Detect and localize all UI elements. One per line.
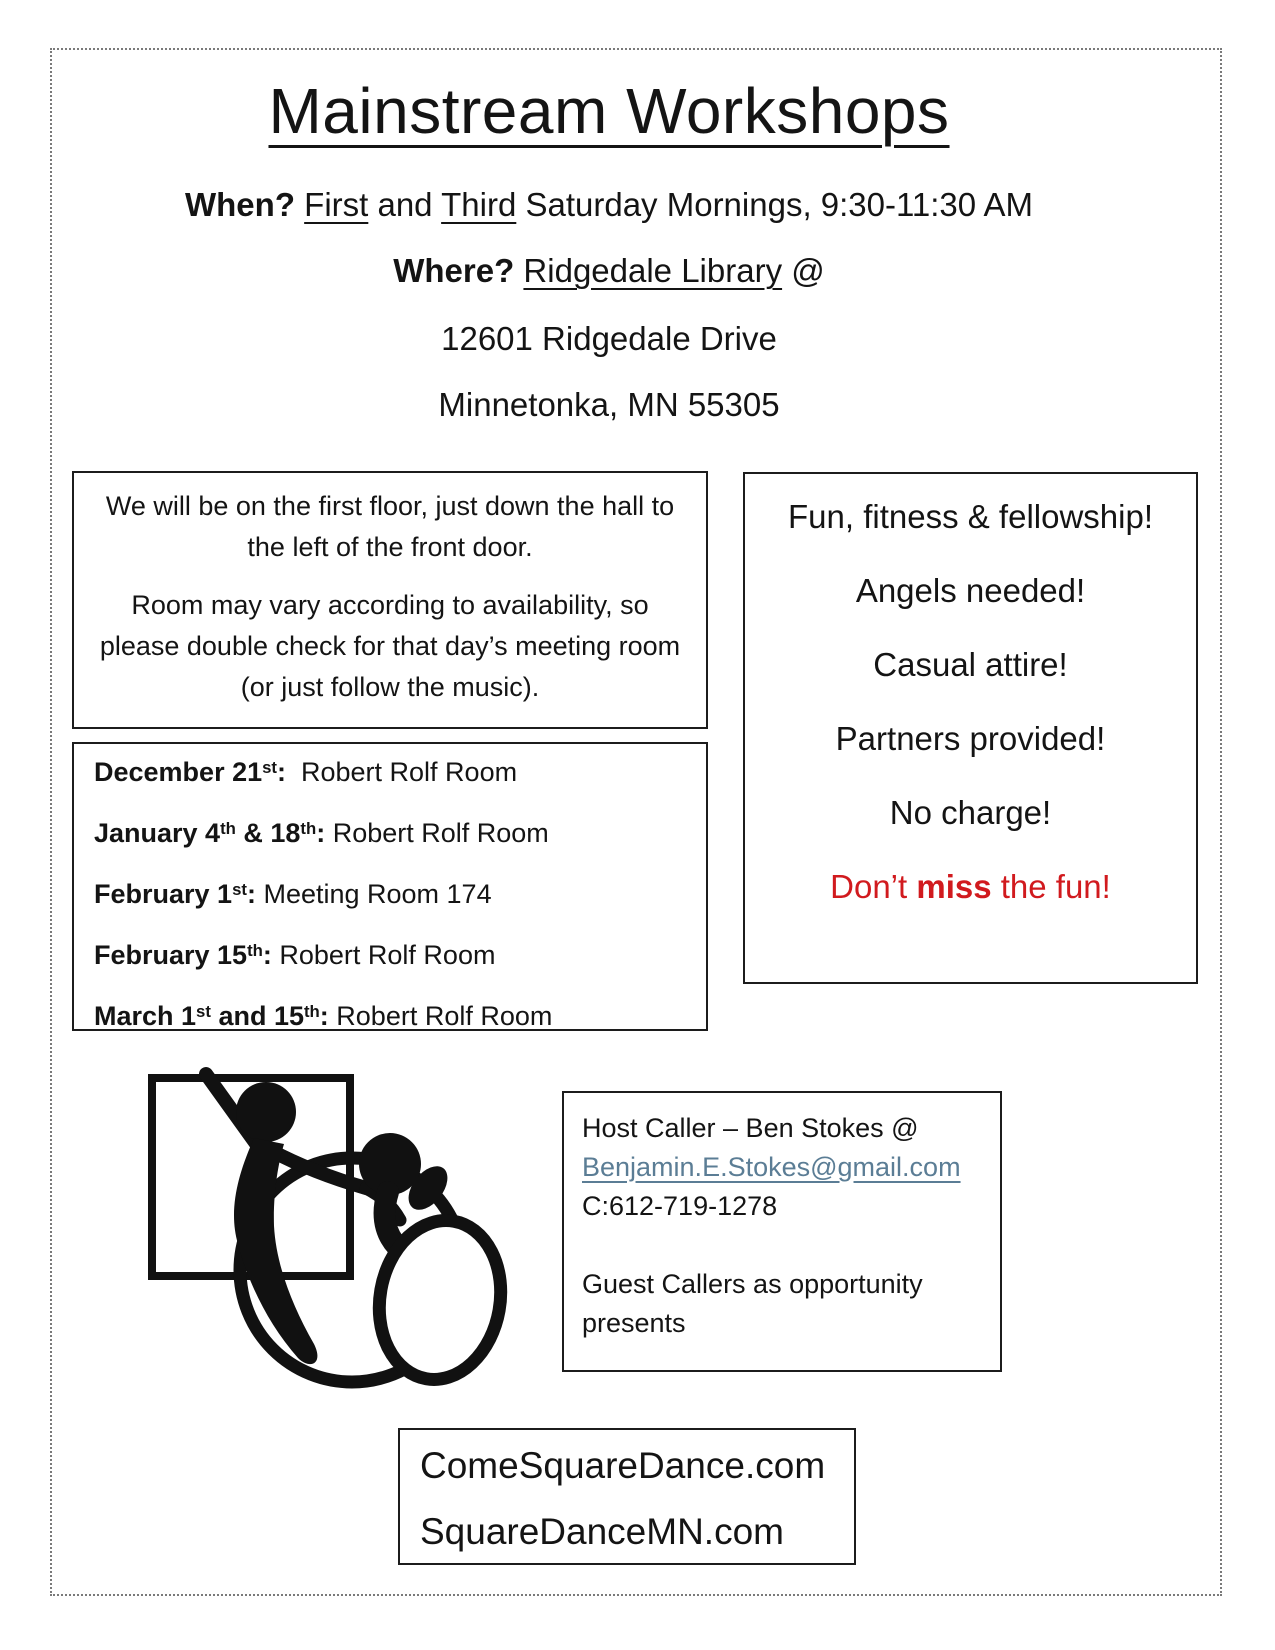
- schedule-entry: January 4th & 18th: Robert Rolf Room: [94, 818, 549, 848]
- website-line-2: SquareDanceMN.com: [420, 1511, 784, 1552]
- promo-line: Angels needed!: [855, 572, 1086, 609]
- promo-line: No charge!: [889, 794, 1052, 831]
- where-library: Ridgedale Library: [523, 252, 783, 289]
- blank-line: [582, 1226, 982, 1265]
- promo-line: Partners provided!: [835, 720, 1106, 757]
- location-note-para2: Room may vary according to availability, so please double check for that day’s meeting room (or just follow the music).: [99, 590, 681, 702]
- websites-box: [398, 1428, 856, 1565]
- host-phone: C:612-719-1278: [582, 1191, 778, 1221]
- host-caller-line: Host Caller – Ben Stokes @: [582, 1113, 919, 1143]
- where-line: Where? Ridgedale Library @: [393, 252, 825, 289]
- page-title-text: Mainstream Workshops: [268, 75, 950, 147]
- address-line-1: 12601 Ridgedale Drive: [441, 320, 777, 357]
- schedule-box: [72, 742, 708, 1031]
- address-line-2: Minnetonka, MN 55305: [438, 386, 780, 423]
- schedule-list: [94, 758, 706, 1034]
- host-caller-box: [562, 1091, 1002, 1372]
- when-first: First: [304, 186, 369, 223]
- where-label: Where?: [393, 252, 515, 289]
- promo-line: Fun, fitness & fellowship!: [788, 498, 1153, 535]
- promo-box: [743, 472, 1198, 984]
- location-note-box: [72, 471, 708, 729]
- schedule-entry: December 21st: Robert Rolf Room: [94, 757, 518, 787]
- when-third: Third: [441, 186, 517, 223]
- promo-line: Casual attire!: [873, 646, 1068, 683]
- schedule-entry: February 15th: Robert Rolf Room: [94, 940, 496, 970]
- schedule-entry: March 1st and 15th: Robert Rolf Room: [94, 1001, 553, 1031]
- promo-highlight-line: Don’t miss the fun!: [830, 868, 1111, 905]
- page-title: [52, 74, 1166, 148]
- guest-callers-line: Guest Callers as opportunity presents: [582, 1269, 923, 1338]
- location-note-para1: We will be on the first floor, just down the hall to the left of the front door.: [105, 491, 675, 562]
- when-line: When? First and Third Saturday Mornings, 9:30-11:30 AM: [185, 186, 1033, 223]
- when-label: When?: [185, 186, 295, 223]
- square-dancers-image: [142, 1038, 508, 1394]
- host-email-link[interactable]: Benjamin.E.Stokes@gmail.com: [582, 1152, 961, 1182]
- website-line-1: ComeSquareDance.com: [420, 1445, 826, 1486]
- schedule-entry: February 1st: Meeting Room 174: [94, 879, 492, 909]
